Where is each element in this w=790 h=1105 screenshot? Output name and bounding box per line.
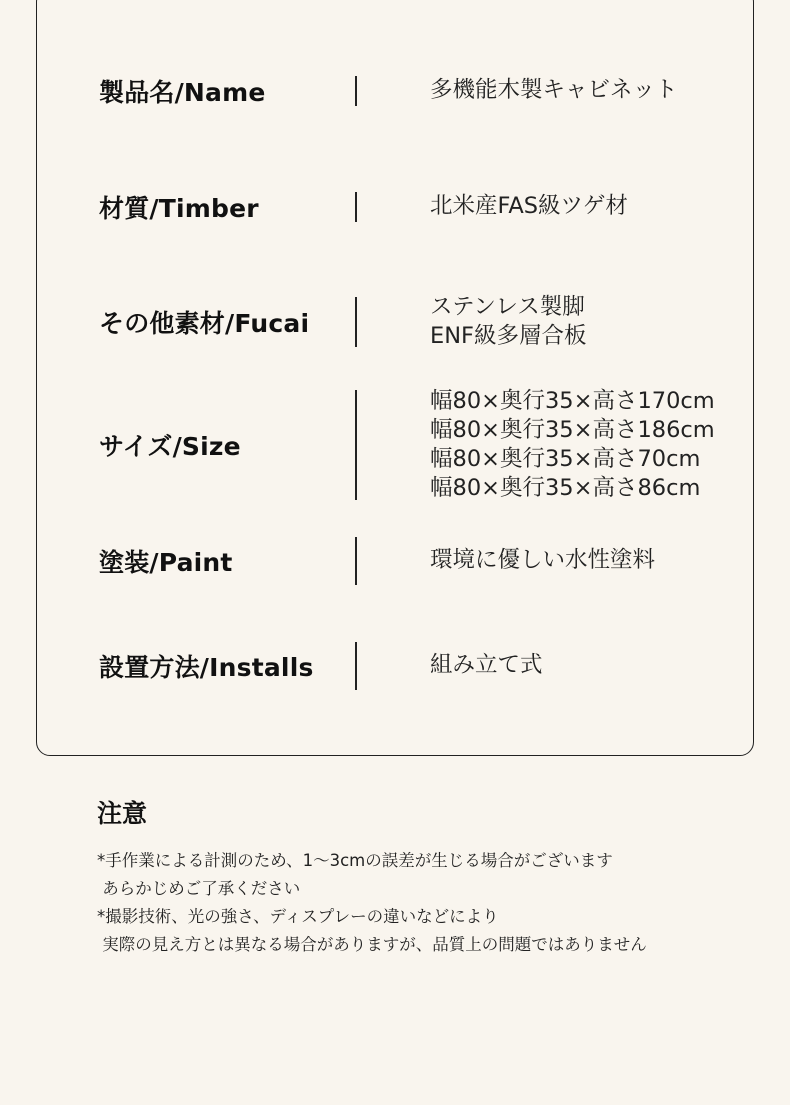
spec-values [430,192,628,221]
spec-label: 材質/Timber [99,194,259,223]
spec-values [430,651,543,680]
spec-label: その他素材/Fucai [99,309,310,338]
note-line: 実際の見え方とは異なる場合がありますが、品質上の問題ではありません [97,935,647,954]
spec-value: 北米産FAS級ツゲ材 [430,193,628,219]
spec-divider [355,642,357,690]
note-line: あらかじめご了承ください [97,879,301,898]
spec-divider [355,297,357,347]
spec-value: 幅80×奥行35×高さ186cm [430,417,715,443]
spec-values [430,546,655,575]
spec-divider [355,390,357,500]
spec-label: サイズ/Size [99,432,241,461]
spec-value: 多機能木製キャビネット [430,77,678,103]
note-line: *撮影技術、光の強さ、ディスプレーの違いなどにより [97,907,499,926]
note-line: *手作業による計測のため、1～3cmの誤差が生じる場合がございます [97,851,613,870]
spec-value: 幅80×奥行35×高さ86cm [430,475,701,501]
spec-value: 幅80×奥行35×高さ170cm [430,388,715,414]
spec-values [430,387,715,503]
spec-value: 組み立て式 [430,652,543,678]
spec-label: 塗装/Paint [99,548,233,577]
spec-divider [355,76,357,106]
spec-label: 製品名/Name [99,78,266,107]
spec-label: 設置方法/Installs [99,653,314,682]
spec-value: ENF級多層合板 [430,323,587,349]
spec-values [430,293,587,351]
spec-divider [355,192,357,222]
spec-divider [355,537,357,585]
spec-value: 環境に優しい水性塗料 [430,547,656,573]
spec-values [430,76,678,105]
spec-value: 幅80×奥行35×高さ70cm [430,446,701,472]
spec-value: ステンレス製脚 [430,294,585,320]
notes-section [97,795,647,959]
spec-card [36,0,754,756]
notes-title: 注意 [97,799,148,828]
